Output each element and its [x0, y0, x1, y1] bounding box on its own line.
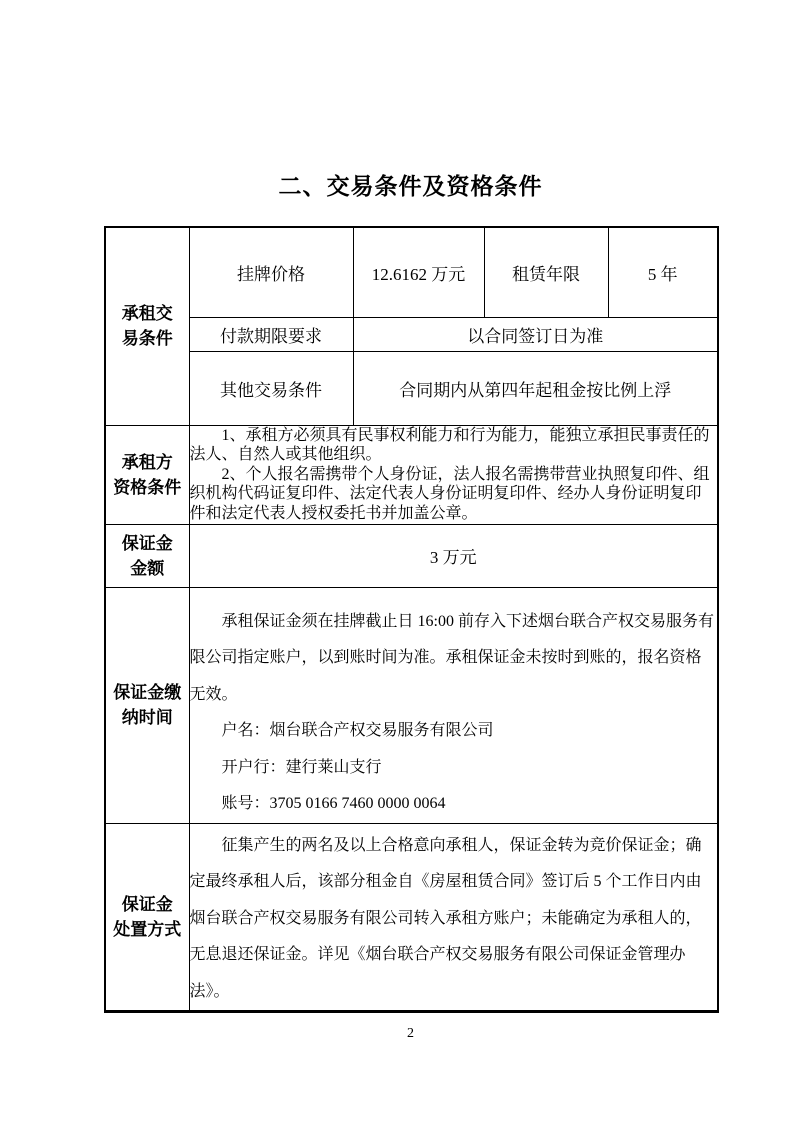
lessee-qualification-text — [189, 425, 718, 524]
page-title: 二、交易条件及资格条件 — [278, 174, 543, 199]
deposit-amount-label — [105, 524, 189, 587]
deposit-disposal-label — [105, 823, 189, 1012]
lease-conditions-label — [105, 227, 189, 425]
deposit-amount-label-line2: 金额 — [130, 558, 165, 578]
table-row — [105, 317, 718, 351]
lease-term-label: 租赁年限 — [484, 227, 608, 317]
deposit-payment-time-label-line1: 保证金缴 — [113, 683, 182, 702]
other-conditions-label: 其他交易条件 — [189, 351, 353, 425]
lessee-qualification-label-line1: 承租方 — [121, 452, 173, 472]
listing-price-label: 挂牌价格 — [189, 227, 353, 317]
lessee-qualification-label-line2: 资格条件 — [113, 477, 182, 497]
payment-deadline-label: 付款期限要求 — [189, 317, 353, 351]
listing-price-value: 12.6162 万元 — [353, 227, 484, 317]
table-row — [105, 351, 718, 425]
deposit-payment-time-text — [189, 587, 718, 823]
table-row — [105, 823, 718, 1012]
lease-conditions-label-line2: 易条件 — [121, 329, 173, 349]
deposit-disposal-label-line2: 处置方式 — [113, 919, 182, 939]
payment-deadline-value: 以合同签订日为准 — [353, 317, 718, 351]
deposit-amount-label-line1: 保证金 — [121, 533, 173, 553]
deposit-disposal-label-line1: 保证金 — [121, 894, 173, 914]
lessee-qualification-label — [105, 425, 189, 524]
lease-conditions-label-line1: 承租交 — [121, 304, 173, 324]
qualification-paragraph-1: 1、承租方必须具有民事权利能力和行为能力，能独立承担民事责任的法人、自然人或其他组织。 — [189, 426, 710, 463]
other-conditions-value: 合同期内从第四年起租金按比例上浮 — [353, 351, 718, 425]
account-number-line: 账号：3705 0166 7460 0000 0064 — [221, 795, 446, 812]
bank-line: 开户行：建行莱山支行 — [221, 758, 382, 776]
transaction-conditions-table — [104, 226, 719, 1013]
page-number: 2 — [407, 1026, 414, 1041]
deposit-amount-value: 3 万元 — [189, 524, 718, 587]
deposit-payment-paragraph: 承租保证金须在挂牌截止日 16:00 前存入下述烟台联合产权交易服务有限公司指定账户，以到账时间为准。承租保证金未按时到账的，报名资格无效。 — [189, 612, 714, 703]
table-row — [105, 425, 718, 524]
deposit-disposal-text — [189, 823, 718, 1012]
qualification-paragraph-2: 2、个人报名需携带个人身份证，法人报名需携带营业执照复印件、组织机构代码证复印件、法定代表人身份证明复印件、经办人身份证明复印件和法定代表人授权委托书并加盖公章。 — [189, 465, 710, 522]
deposit-payment-time-label-line2: 纳时间 — [121, 708, 173, 727]
table-row — [105, 587, 718, 823]
account-name-line: 户名：烟台联合产权交易服务有限公司 — [221, 722, 494, 739]
deposit-disposal-paragraph: 征集产生的两名及以上合格意向承租人，保证金转为竞价保证金；确定最终承租人后，该部分租金自《房屋租赁合同》签订后 5 个工作日内由烟台联合产权交易服务有限公司转入承租方账户；未能确定为承租人的，无息退还保证金。详见《烟台联合产权交易服务有限公司保证金管理办法》。 — [189, 836, 702, 1000]
deposit-payment-time-label — [105, 587, 189, 823]
lease-term-value: 5 年 — [608, 227, 718, 317]
table-row — [105, 524, 718, 587]
table-row — [105, 227, 718, 317]
